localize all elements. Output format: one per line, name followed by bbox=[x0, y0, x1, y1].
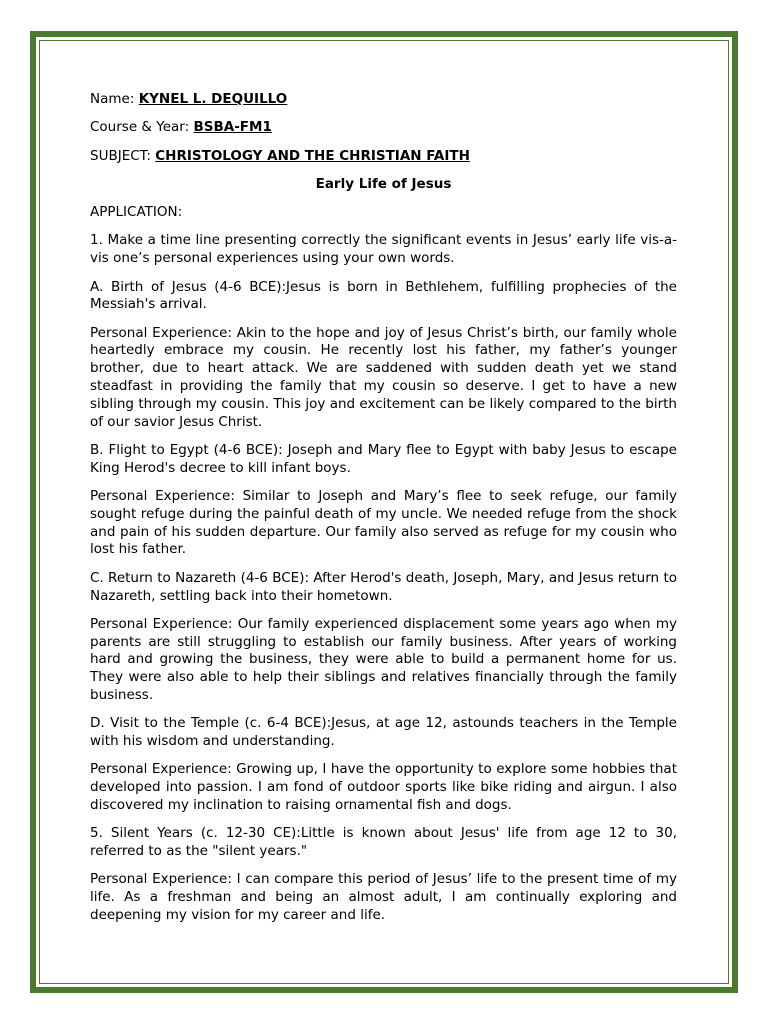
name-line bbox=[90, 91, 677, 109]
paragraph-event-temple: D. Visit to the Temple (c. 6-4 BCE):Jesus, at age 12, astounds teachers in the Temple with his wisdom and understanding. bbox=[90, 715, 677, 750]
subject-label: SUBJECT: bbox=[90, 147, 151, 164]
paragraph-event-birth: A. Birth of Jesus (4-6 BCE):Jesus is born in Bethlehem, fulfilling prophecies of the Messiah's arrival. bbox=[90, 278, 677, 313]
paragraph-experience-return: Personal Experience: Our family experienced displacement some years ago when my parents are still struggling to establish our family business. After years of working hard and growing the business, they were able to build a permanent home for us. They were also able to help their siblings and relatives financially through the family business. bbox=[90, 615, 677, 704]
paragraph-event-return: C. Return to Nazareth (4-6 BCE): After Herod's death, Joseph, Mary, and Jesus return to Nazareth, settling back into their hometown. bbox=[90, 569, 677, 604]
paragraph-instruction: 1. Make a time line presenting correctly the significant events in Jesus’ early life vis-a-vis one’s personal experiences using your own words. bbox=[90, 232, 677, 267]
course-value: BSBA-FM1 bbox=[193, 119, 272, 136]
document-title: Early Life of Jesus bbox=[315, 175, 452, 192]
course-label: Course & Year: bbox=[90, 119, 190, 136]
section-label: APPLICATION: bbox=[90, 204, 183, 221]
document-body bbox=[90, 91, 677, 935]
subject-value: CHRISTOLOGY AND THE CHRISTIAN FAITH bbox=[155, 147, 470, 164]
paragraph-experience-flight: Personal Experience: Similar to Joseph and Mary’s flee to seek refuge, our family sought refuge during the painful death of my uncle. We needed refuge from the shock and pain of his sudden departure. Our family also served as refuge for my cousin who lost his father. bbox=[90, 488, 677, 558]
paragraph-experience-temple: Personal Experience: Growing up, I have the opportunity to explore some hobbies that developed into passion. I am fond of outdoor sports like bike riding and airgun. I also discovered my inclination to raising ornamental fish and dogs. bbox=[90, 761, 677, 813]
paragraph-event-flight: B. Flight to Egypt (4-6 BCE): Joseph and Mary flee to Egypt with baby Jesus to escape King Herod's decree to kill infant boys. bbox=[90, 441, 677, 476]
paragraph-experience-silent-years: Personal Experience: I can compare this period of Jesus’ life to the present time of my life. As a freshman and being an almost adult, I am continually exploring and deepening my vision for my career and life. bbox=[90, 871, 677, 923]
paragraph-experience-birth: Personal Experience: Akin to the hope and joy of Jesus Christ’s birth, our family whole heartedly embrace my cousin. He recently lost his father, my father’s younger brother, due to heart attack. We are saddened with sudden death yet we stand steadfast in providing the family that my cousin so deserve. I get to have a new sibling through my cousin. This joy and excitement can be likely compared to the birth of our savior Jesus Christ. bbox=[90, 324, 677, 430]
name-value: KYNEL L. DEQUILLO bbox=[138, 91, 288, 107]
paragraph-event-silent-years: 5. Silent Years (c. 12-30 CE):Little is known about Jesus' life from age 12 to 30, referred to as the "silent years." bbox=[90, 825, 677, 860]
name-label: Name: bbox=[90, 91, 135, 107]
course-line bbox=[90, 119, 677, 137]
subject-line bbox=[90, 148, 677, 166]
